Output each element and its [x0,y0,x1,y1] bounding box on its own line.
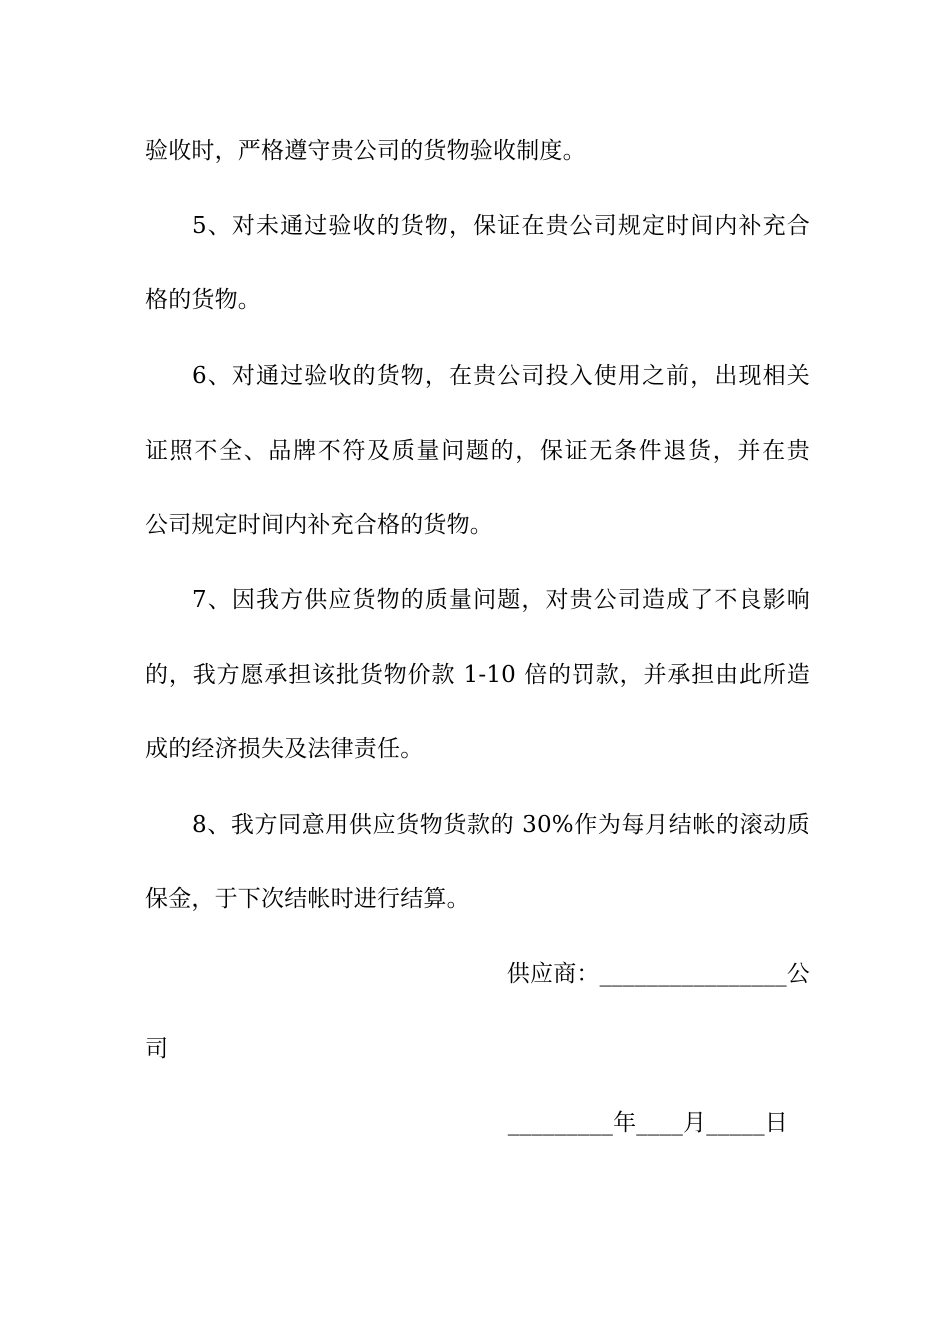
date-line: _________年____月_____日 [507,1110,788,1136]
paragraph-7-line-1: 7、因我方供应货物的质量问题，对贵公司造成了不良影响 [192,587,810,613]
paragraph-5-line-1: 5、对未通过验收的货物，保证在贵公司规定时间内补充合 [192,213,810,239]
paragraph-4-end: 验收时，严格遵守贵公司的货物验收制度。 [145,138,586,164]
paragraph-6-line-1: 6、对通过验收的货物，在贵公司投入使用之前，出现相关 [192,363,810,389]
paragraph-8-line-1: 8、我方同意用供应货物货款的 30%作为每月结帐的滚动质 [192,812,810,838]
paragraph-6-line-3: 公司规定时间内补充合格的货物。 [145,512,493,538]
paragraph-5-line-2: 格的货物。 [145,287,261,313]
paragraph-7-line-3: 成的经济损失及法律责任。 [145,736,424,762]
supplier-signature-line: 供应商：________________公 [506,961,810,987]
paragraph-8-line-2: 保金，于下次结帐时进行结算。 [145,886,470,912]
paragraph-7-line-2: 的，我方愿承担该批货物价款 1-10 倍的罚款，并承担由此所造 [145,662,810,688]
supplier-signature-continuation: 司 [145,1036,169,1062]
paragraph-6-line-2: 证照不全、品牌不符及质量问题的，保证无条件退货，并在贵 [145,438,810,464]
